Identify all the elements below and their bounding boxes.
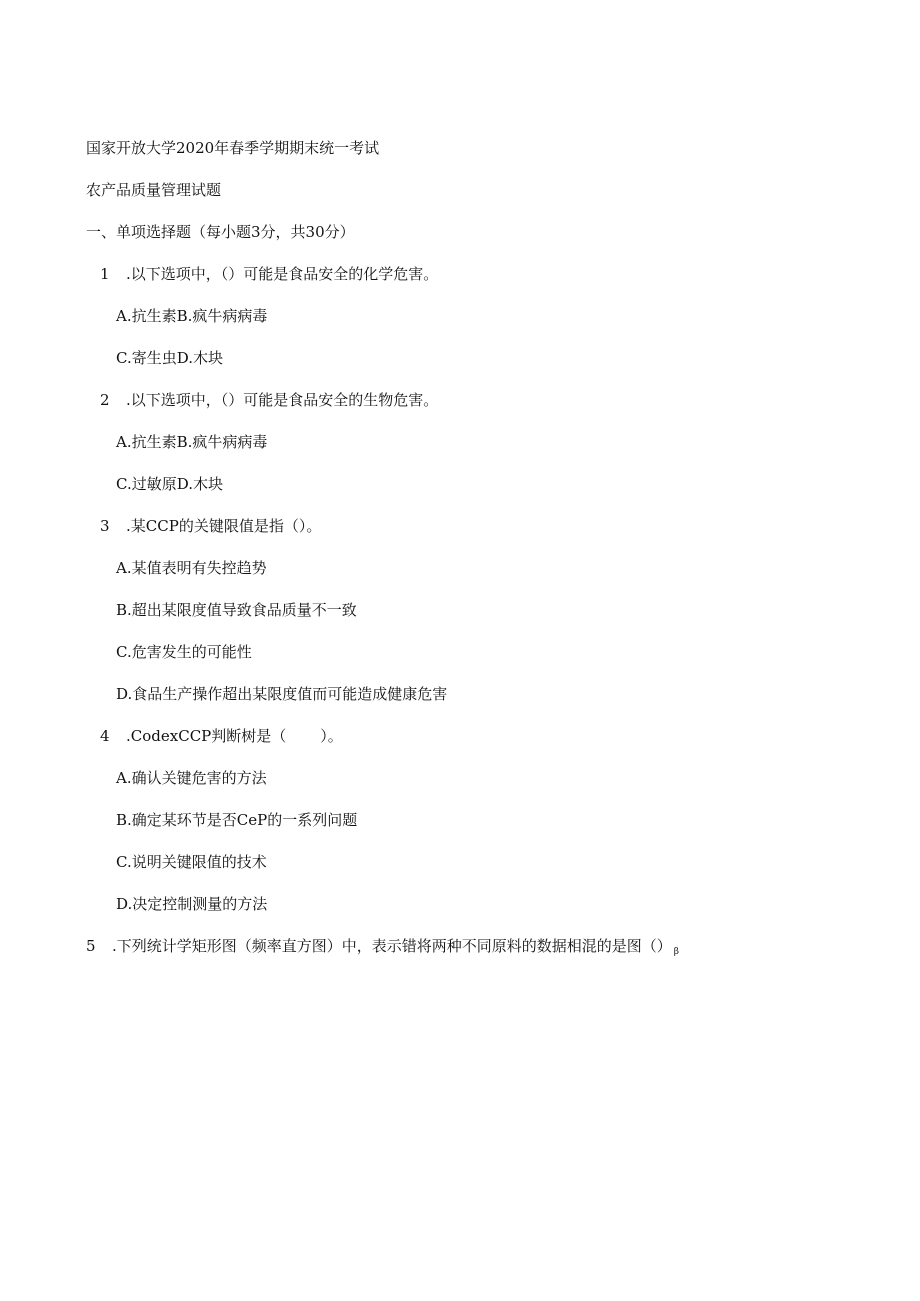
question-number: 5 <box>86 937 96 955</box>
exam-title: 国家开放大学2020年春季学期期末统一考试 <box>86 139 380 157</box>
question-text: .以下选项中，（）可能是食品安全的生物危害。 <box>126 391 439 409</box>
question-text-start: .CodexCCP判断树是（ <box>126 727 287 745</box>
question-1 <box>100 264 438 284</box>
question-5 <box>86 936 679 962</box>
question-2 <box>100 390 438 410</box>
question-3-option-d: D.食品生产操作超出某限度值而可能造成健康危害 <box>116 685 448 703</box>
question-text-end: ）。 <box>320 727 343 745</box>
question-text: .以下选项中，（）可能是食品安全的化学危害。 <box>126 265 439 283</box>
subject-title: 农产品质量管理试题 <box>86 181 222 199</box>
question-number: 1 <box>100 265 110 283</box>
question-4-option-c: C.说明关键限值的技术 <box>116 853 267 871</box>
question-4-option-b: B.确定某环节是否CeP的一系列问题 <box>116 811 358 829</box>
question-3 <box>100 516 321 536</box>
question-2-option-row-2: C.过敏原D.木块 <box>116 475 223 493</box>
question-number: 2 <box>100 391 110 409</box>
question-text: .下列统计学矩形图（频率直方图）中，表示错将两种不同原料的数据相混的是图（） <box>112 937 672 955</box>
trailing-mark: β <box>673 947 679 957</box>
question-3-option-c: C.危害发生的可能性 <box>116 643 252 661</box>
question-4-option-a: A.确认关键危害的方法 <box>116 769 267 787</box>
question-number: 4 <box>100 727 110 745</box>
question-number: 3 <box>100 517 110 535</box>
question-2-option-row-1: A.抗生素B.疯牛病病毒 <box>116 433 268 451</box>
question-4-option-d: D.决定控制测量的方法 <box>116 895 268 913</box>
question-3-option-a: A.某值表明有失控趋势 <box>116 559 267 577</box>
section-heading: 一、单项选择题（每小题3分，共30分） <box>86 223 355 241</box>
question-4 <box>100 726 343 746</box>
question-1-option-row-2: C.寄生虫D.木块 <box>116 349 223 367</box>
question-text: .某CCP的关键限值是指（）。 <box>126 517 322 535</box>
question-3-option-b: B.超出某限度值导致食品质量不一致 <box>116 601 357 619</box>
question-1-option-row-1: A.抗生素B.疯牛病病毒 <box>116 307 268 325</box>
